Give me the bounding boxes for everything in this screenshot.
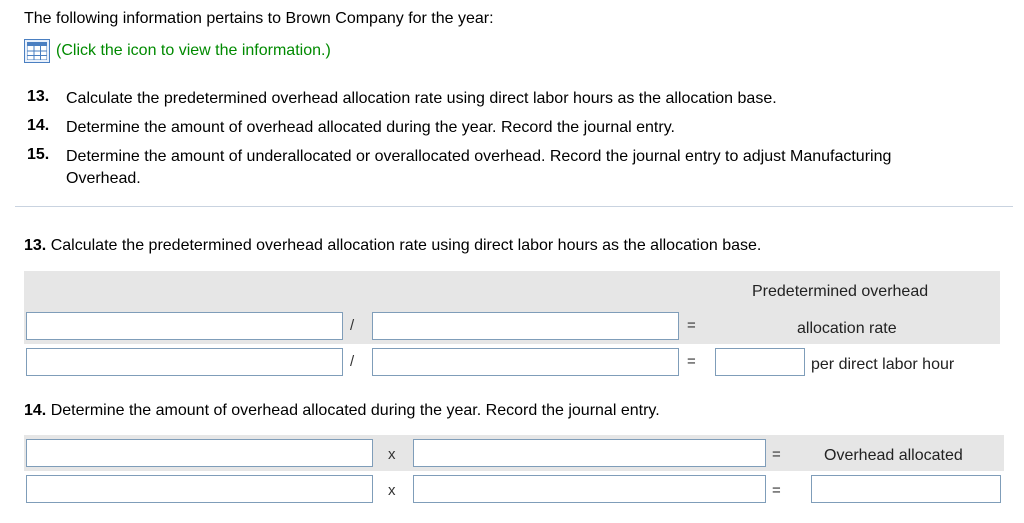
section-divider <box>15 206 1013 207</box>
rate-numerator-amount-input[interactable] <box>26 348 343 376</box>
equals-operator: = <box>772 482 781 499</box>
rate-numerator-label-input[interactable] <box>26 312 343 340</box>
allocated-rate-amount-input[interactable] <box>26 475 373 503</box>
intro-text: The following information pertains to Brown Company for the year: <box>24 10 494 27</box>
info-row <box>24 38 331 64</box>
divide-operator: / <box>350 353 355 370</box>
rate-header-line2: allocation rate <box>797 320 897 337</box>
question-14 <box>27 117 926 139</box>
rate-denominator-label-input[interactable] <box>372 312 679 340</box>
times-operator: x <box>388 482 396 499</box>
question-number: 14. <box>27 117 50 134</box>
times-operator: x <box>388 446 396 463</box>
rate-header-line1: Predetermined overhead <box>752 283 929 300</box>
rate-denominator-amount-input[interactable] <box>372 348 679 376</box>
question-number: 15. <box>27 146 50 163</box>
unit-label: per direct labor hour <box>811 356 955 373</box>
question-15 <box>27 146 936 190</box>
equals-operator: = <box>687 353 696 370</box>
table-icon[interactable] <box>24 39 50 63</box>
question-13 <box>27 88 926 110</box>
question-text: Determine the amount of underallocated or overallocated overhead. Record the journal entry to adjust Manufacturing Overhead. <box>66 148 892 187</box>
question-text: Determine the amount of overhead allocated during the year. Record the journal entry. <box>66 119 675 136</box>
allocated-hours-amount-input[interactable] <box>413 475 766 503</box>
rate-result-input[interactable] <box>715 348 805 376</box>
overhead-allocated-input[interactable] <box>811 475 1001 503</box>
equals-operator: = <box>772 446 781 463</box>
question-number: 13. <box>27 88 50 105</box>
divide-operator: / <box>350 317 355 334</box>
section-text: Calculate the predetermined overhead allocation rate using direct labor hours as the allocation base. <box>50 237 762 254</box>
allocated-rate-label-input[interactable] <box>26 439 373 467</box>
equals-operator: = <box>687 317 696 334</box>
allocated-hours-label-input[interactable] <box>413 439 766 467</box>
section-number: 14. <box>24 402 47 419</box>
section-number: 13. <box>24 237 47 254</box>
question-text: Calculate the predetermined overhead allocation rate using direct labor hours as the allocation base. <box>66 90 777 107</box>
info-link[interactable]: (Click the icon to view the information.) <box>56 42 331 59</box>
section-14-heading <box>24 402 660 420</box>
section-13-heading <box>24 237 761 255</box>
overhead-allocated-header: Overhead allocated <box>824 447 963 464</box>
section-text: Determine the amount of overhead allocated during the year. Record the journal entry. <box>50 402 660 419</box>
